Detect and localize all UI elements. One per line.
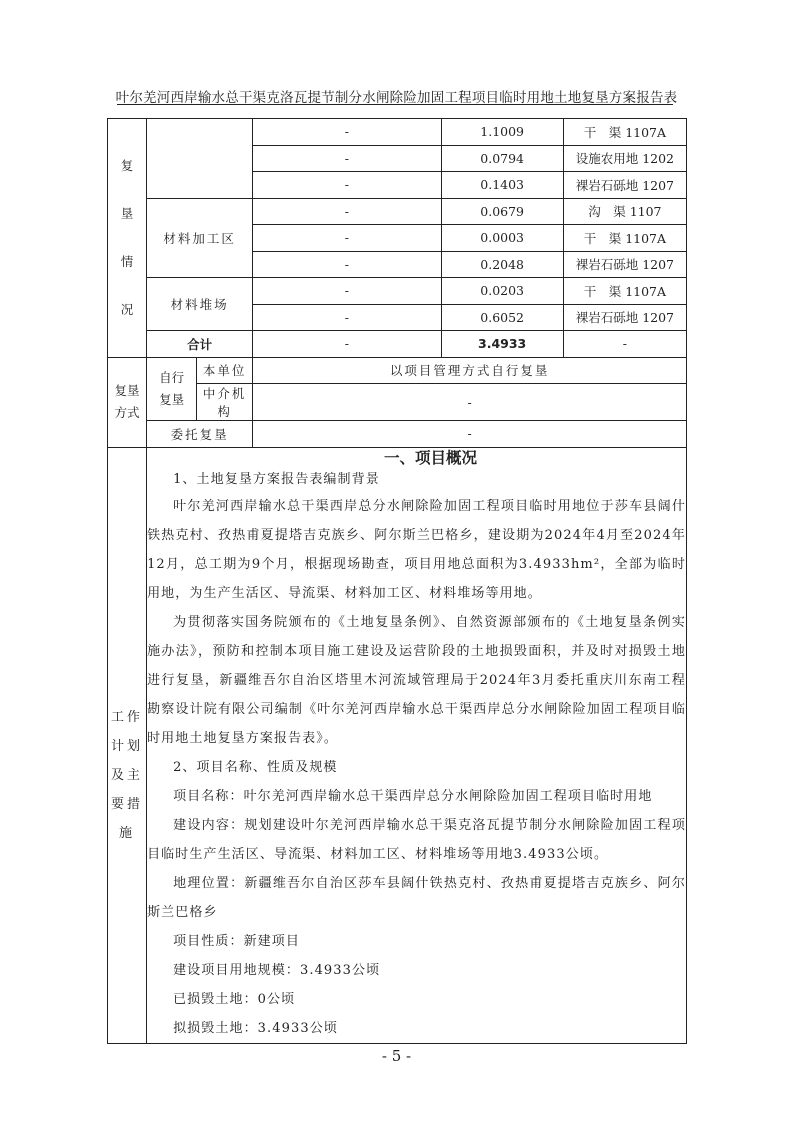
header-rule [117, 104, 673, 105]
self-unit-value: 以项目管理方式自行复垦 [253, 357, 687, 384]
total-land-type: - [563, 331, 686, 358]
area-cell: 1.1009 [441, 119, 563, 146]
work-plan-content [147, 447, 687, 1043]
label-char: 况 [120, 301, 134, 317]
subheading: 1、土地复垦方案报告表编制背景 [173, 471, 380, 487]
land-type-cell: 裸岩石砾地 1207 [563, 251, 686, 278]
area-cell: 0.0203 [441, 278, 563, 305]
page-number: - 5 - [381, 1047, 412, 1065]
land-type-cell: 裸岩石砾地 1207 [563, 172, 686, 199]
agency-value: - [253, 384, 687, 421]
area-cell: 0.0003 [441, 225, 563, 252]
label-char: 垦 [120, 205, 134, 221]
work-plan-row [108, 447, 687, 1043]
label-line: 计划 [111, 738, 144, 754]
area-cell: 0.0679 [441, 198, 563, 225]
location: 地理位置：新疆维吾尔自治区莎车县阔什铁热克村、孜热甫夏提塔吉克族乡、阿尔斯兰巴格乡 [147, 875, 686, 920]
construction-content: 建设内容：规划建设叶尔羌河西岸输水总干渠克洛瓦提节制分水闸除险加固工程项目临时生产生活区、导流渠、材料加工区、材料堆场等用地3.4933公顷。 [147, 817, 686, 862]
col3-cell: - [253, 304, 441, 331]
label-char: 复 [120, 157, 134, 173]
col3-cell: - [253, 172, 441, 199]
paragraph: 为贯彻落实国务院颁布的《土地复垦条例》、自然资源部颁布的《土地复垦条例实施办法》，预防和控制本项目施工建设及运营阶段的土地损毁面积，并及时对损毁土地进行复垦，新疆维吾尔自治区塔里木河流域管理局于2024年3月委托重庆川东南工程勘察设计院有限公司编制《叶尔羌河西岸输水总干渠西岸总分水闸除险加固工程项目临时用地土地复垦方案报告表》。 [147, 614, 686, 746]
label-line: 及主 [111, 767, 144, 783]
land-type-cell: 设施农用地 1202 [563, 145, 686, 172]
land-type-cell: 裸岩石砾地 1207 [563, 304, 686, 331]
total-area: 3.4933 [441, 331, 563, 358]
label-line: 施 [119, 825, 136, 841]
area-cell: 0.6052 [441, 304, 563, 331]
damaged-land: 已损毁土地：0公顷 [173, 991, 296, 1007]
subheading: 2、项目名称、性质及规模 [173, 759, 338, 775]
section-label-reclamation-method [108, 357, 147, 447]
land-type-cell: 干 渠 1107A [563, 278, 686, 305]
section-label-reclamation-status [108, 119, 147, 358]
land-type-cell: 沟 渠 1107 [563, 198, 686, 225]
label-line: 复垦 [159, 391, 185, 407]
table-row [108, 198, 687, 225]
col3-cell: - [253, 145, 441, 172]
project-name: 项目名称：叶尔羌河西岸输水总干渠西岸总分水闸除险加固工程项目临时用地 [173, 788, 653, 804]
area-cell: 0.2048 [441, 251, 563, 278]
paragraph: 叶尔羌河西岸输水总干渠西岸总分水闸除险加固工程项目临时用地位于莎车县阔什铁热克村、孜热甫夏提塔吉克族乡、阿尔斯兰巴格乡，建设期为2024年4月至2024年12月，总工期为9个月，根据现场勘查，项目用地总面积为3.4933hm²，全部为临时用地，为生产生活区、导流渠、材料加工区、材料堆场等用地。 [147, 498, 686, 601]
zone-cell: 材料堆场 [147, 278, 253, 331]
document-header-title: 叶尔羌河西岸输水总干渠克洛瓦提节制分水闸除险加固工程项目临时用地土地复垦方案报告表 [115, 90, 678, 106]
land-type-cell: 干 渠 1107A [563, 119, 686, 146]
self-unit-label: 本单位 [197, 357, 253, 384]
table-row [108, 119, 687, 146]
label-line: 自行 [159, 369, 185, 385]
label-line: 复垦 [114, 383, 140, 398]
col3-cell: - [253, 225, 441, 252]
section-label-work-plan [108, 447, 147, 1043]
entrusted-value: - [253, 421, 687, 448]
agency-label: 中介机构 [197, 384, 253, 421]
self-reclamation-label [147, 357, 197, 421]
total-col3: - [253, 331, 441, 358]
reclamation-table [107, 118, 687, 1044]
label-line: 工作 [111, 709, 144, 725]
label-line: 要措 [111, 796, 144, 812]
zone-cell [147, 119, 253, 199]
col3-cell: - [253, 251, 441, 278]
col3-cell: - [253, 119, 441, 146]
zone-cell: 材料加工区 [147, 198, 253, 278]
project-scale: 建设项目用地规模：3.4933公顷 [173, 962, 381, 978]
area-cell: 0.1403 [441, 172, 563, 199]
table-row [108, 278, 687, 305]
project-nature: 项目性质：新建项目 [173, 933, 300, 949]
total-label: 合计 [147, 331, 253, 358]
label-char: 情 [120, 253, 134, 269]
entrusted-label: 委托复垦 [147, 421, 253, 448]
method-row-self-unit [108, 357, 687, 384]
method-row-entrusted [108, 421, 687, 448]
label-line: 方式 [114, 405, 140, 420]
col3-cell: - [253, 278, 441, 305]
area-cell: 0.0794 [441, 145, 563, 172]
to-be-damaged-land: 拟损毁土地：3.4933公顷 [173, 1020, 338, 1036]
col3-cell: - [253, 198, 441, 225]
land-type-cell: 干 渠 1107A [563, 225, 686, 252]
total-row [108, 331, 687, 358]
section-heading: 一、项目概况 [384, 448, 478, 467]
